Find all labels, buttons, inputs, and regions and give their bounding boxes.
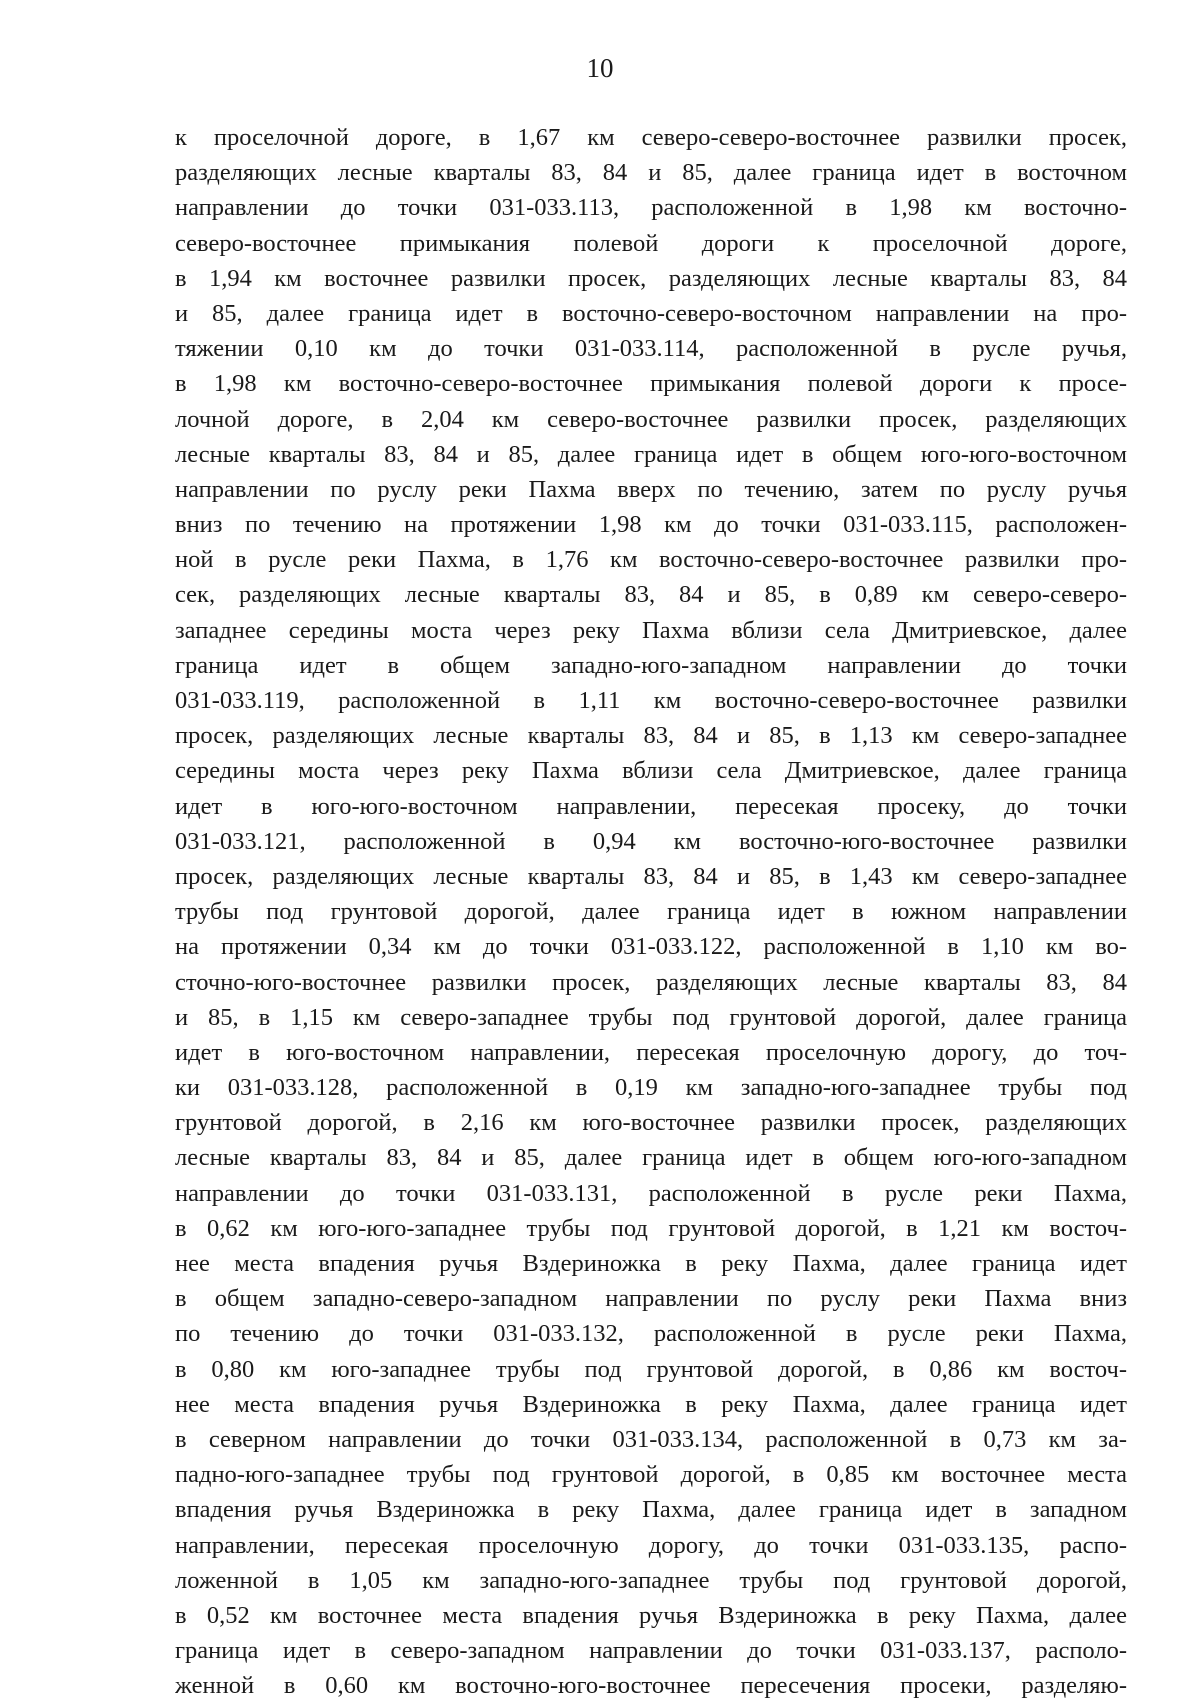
text-line: направлении до точки 031-033.131, расположенной в русле реки Пахма, bbox=[175, 1179, 1127, 1207]
text-line: идет в юго-юго-восточном направлении, пересекая просеку, до точки bbox=[175, 792, 1127, 820]
text-line: по течению до точки 031-033.132, расположенной в русле реки Пахма, bbox=[175, 1320, 1127, 1348]
text-line: лесные кварталы 83, 84 и 85, далее граница идет в общем юго-юго-восточном bbox=[175, 440, 1127, 468]
text-line: лочной дороге, в 2,04 км северо-восточнее развилки просек, разделяющих bbox=[175, 405, 1127, 433]
body-text bbox=[175, 120, 1127, 1703]
text-line: в 0,62 км юго-юго-западнее трубы под грунтовой дорогой, в 1,21 км восточ- bbox=[175, 1214, 1127, 1242]
text-line: в 1,94 км восточнее развилки просек, разделяющих лесные кварталы 83, 84 bbox=[175, 264, 1127, 292]
text-line: нее места впадения ручья Вздериножка в реку Пахма, далее граница идет bbox=[175, 1250, 1127, 1277]
text-line: граница идет в северо-западном направлении до точки 031-033.137, располо- bbox=[175, 1637, 1127, 1665]
text-line: падно-юго-западнее трубы под грунтовой дорогой, в 0,85 км восточнее места bbox=[175, 1461, 1127, 1489]
text-line: разделяющих лесные кварталы 83, 84 и 85, далее граница идет в восточном bbox=[175, 159, 1127, 187]
text-line: идет в юго-восточном направлении, пересекая проселочную дорогу, до точ- bbox=[175, 1038, 1127, 1066]
text-line: северо-восточнее примыкания полевой дороги к проселочной дороге, bbox=[175, 229, 1127, 257]
text-line: просек, разделяющих лесные кварталы 83, 84 и 85, в 1,43 км северо-западнее bbox=[175, 862, 1127, 890]
text-line: сточно-юго-восточнее развилки просек, разделяющих лесные кварталы 83, 84 bbox=[175, 968, 1127, 996]
text-line: просек, разделяющих лесные кварталы 83, 84 и 85, в 1,13 км северо-западнее bbox=[175, 722, 1127, 750]
text-line: в 0,52 км восточнее места впадения ручья Вздериножка в реку Пахма, далее bbox=[175, 1601, 1127, 1629]
text-line: грунтовой дорогой, в 2,16 км юго-восточнее развилки просек, разделяющих bbox=[175, 1109, 1127, 1137]
text-line: женной в 0,60 км восточно-юго-восточнее пересечения просеки, разделяю- bbox=[175, 1672, 1127, 1700]
text-line: и 85, в 1,15 км северо-западнее трубы под грунтовой дорогой, далее граница bbox=[175, 1003, 1127, 1031]
text-line: 031-033.121, расположенной в 0,94 км восточно-юго-восточнее развилки bbox=[175, 827, 1127, 855]
text-line: граница идет в общем западно-юго-западном направлении до точки bbox=[175, 651, 1127, 679]
text-line: ной в русле реки Пахма, в 1,76 км восточно-северо-восточнее развилки про- bbox=[175, 546, 1127, 574]
text-line: вниз по течению на протяжении 1,98 км до точки 031-033.115, расположен- bbox=[175, 511, 1127, 539]
text-line: тяжении 0,10 км до точки 031-033.114, расположенной в русле ручья, bbox=[175, 335, 1127, 363]
text-line: на протяжении 0,34 км до точки 031-033.122, расположенной в 1,10 км во- bbox=[175, 933, 1127, 961]
text-line: в северном направлении до точки 031-033.134, расположенной в 0,73 км за- bbox=[175, 1425, 1127, 1453]
text-line: впадения ручья Вздериножка в реку Пахма, далее граница идет в западном bbox=[175, 1496, 1127, 1524]
text-line: трубы под грунтовой дорогой, далее граница идет в южном направлении bbox=[175, 898, 1127, 926]
text-line: в 1,98 км восточно-северо-восточнее примыкания полевой дороги к просе- bbox=[175, 370, 1127, 398]
text-line: ки 031-033.128, расположенной в 0,19 км западно-юго-западнее трубы под bbox=[175, 1074, 1127, 1102]
text-line: в общем западно-северо-западном направлении по руслу реки Пахма вниз bbox=[175, 1285, 1127, 1313]
text-line: лесные кварталы 83, 84 и 85, далее граница идет в общем юго-юго-западном bbox=[175, 1144, 1127, 1172]
page-number: 10 bbox=[586, 53, 614, 83]
text-line: направлении по руслу реки Пахма вверх по течению, затем по руслу ручья bbox=[175, 475, 1127, 503]
text-line: 031-033.119, расположенной в 1,11 км восточно-северо-восточнее развилки bbox=[175, 687, 1127, 714]
text-line: сек, разделяющих лесные кварталы 83, 84 и 85, в 0,89 км северо-северо- bbox=[175, 581, 1127, 609]
text-line: к проселочной дороге, в 1,67 км северо-северо-восточнее развилки просек, bbox=[175, 124, 1127, 151]
text-line: направлении, пересекая проселочную дорогу, до точки 031-033.135, распо- bbox=[175, 1531, 1127, 1559]
text-line: нее места впадения ручья Вздериножка в реку Пахма, далее граница идет bbox=[175, 1390, 1127, 1418]
text-line: и 85, далее граница идет в восточно-северо-восточном направлении на про- bbox=[175, 299, 1127, 327]
text-line: в 0,80 км юго-западнее трубы под грунтовой дорогой, в 0,86 км восточ- bbox=[175, 1355, 1127, 1383]
text-line: направлении до точки 031-033.113, расположенной в 1,98 км восточно- bbox=[175, 194, 1127, 222]
text-line: середины моста через реку Пахма вблизи села Дмитриевское, далее граница bbox=[175, 757, 1127, 785]
text-line: западнее середины моста через реку Пахма вблизи села Дмитриевское, далее bbox=[175, 616, 1127, 644]
text-line: ложенной в 1,05 км западно-юго-западнее трубы под грунтовой дорогой, bbox=[175, 1566, 1127, 1594]
